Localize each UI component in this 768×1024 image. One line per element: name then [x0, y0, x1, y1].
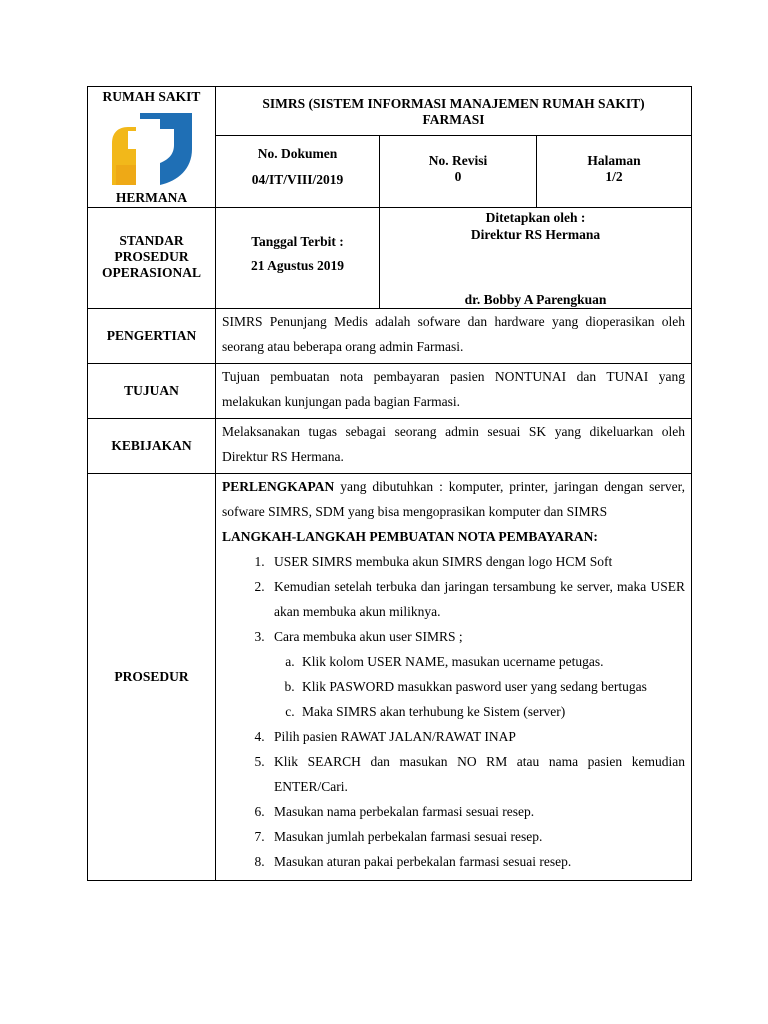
substep-item-b: b. Klik PASWORD masukkan pasword user yang sedang bertugas [298, 674, 685, 699]
document-number-cell [216, 135, 380, 207]
substep-item-a: a. Klik kolom USER NAME, masukan ucername petugas. [298, 649, 685, 674]
revision-value: 0 [454, 168, 462, 184]
step-item-3-text: Cara membuka akun user SIMRS ; [274, 629, 463, 644]
perlengkapan-heading: PERLENGKAPAN [222, 479, 335, 494]
prosedur-label: PROSEDUR [88, 474, 216, 881]
sop-label-line-1: STANDAR [119, 233, 184, 248]
title-line-2: FARMASI [422, 112, 485, 128]
substeps-list [274, 649, 685, 724]
prosedur-content [216, 474, 692, 881]
page-label: Halaman [587, 152, 641, 168]
sop-table [87, 86, 692, 881]
sop-label-line-3: OPERASIONAL [101, 265, 201, 281]
step-item-4: 4. Pilih pasien RAWAT JALAN/RAWAT INAP [268, 724, 685, 749]
document-number-value: 04/IT/VIII/2019 [251, 171, 344, 187]
step-item-6: 6. Masukan nama perbekalan farmasi sesuai resep. [268, 799, 685, 824]
issue-date-cell [216, 208, 380, 309]
approval-name: dr. Bobby A Parengkuan [464, 292, 607, 307]
issue-date-value: 21 Agustus 2019 [250, 258, 345, 273]
document-number-label: No. Dokumen [257, 145, 338, 161]
hospital-logo [108, 109, 194, 187]
title-line-1: SIMRS (SISTEM INFORMASI MANAJEMEN RUMAH SAKIT) [262, 96, 645, 111]
step-item-2: 2. Kemudian setelah terbuka dan jaringan tersambung ke server, maka USER akan membuka akun miliknya. [268, 574, 685, 624]
pengertian-label: PENGERTIAN [88, 309, 216, 364]
approval-title: Direktur RS Hermana [470, 227, 601, 242]
issue-date-label: Tanggal Terbit : [251, 234, 344, 249]
step-item-1: 1. USER SIMRS membuka akun SIMRS dengan logo HCM Soft [268, 549, 685, 574]
steps-list [222, 549, 685, 874]
substep-item-c: c. Maka SIMRS akan terhubung ke Sistem (server) [298, 699, 685, 724]
step-item-7: 7. Masukan jumlah perbekalan farmasi sesuai resep. [268, 824, 685, 849]
page-value: 1/2 [605, 168, 623, 184]
perlengkapan-paragraph [222, 474, 685, 524]
hospital-cell [88, 87, 216, 208]
revision-label: No. Revisi [428, 152, 488, 168]
step-item-8: 8. Masukan aturan pakai perbekalan farmasi sesuai resep. [268, 849, 685, 874]
approval-label: Ditetapkan oleh : [485, 210, 586, 225]
kebijakan-text: Melaksanakan tugas sebagai seorang admin sesuai SK yang dikeluarkan oleh Direktur RS Hermana. [216, 419, 692, 474]
steps-heading: LANGKAH-LANGKAH PEMBUATAN NOTA PEMBAYARAN: [222, 529, 598, 544]
step-item-3 [268, 624, 685, 724]
kebijakan-label: KEBIJAKAN [88, 419, 216, 474]
pengertian-text: SIMRS Penunjang Medis adalah sofware dan hardware yang dioperasikan oleh seorang atau beberapa orang admin Farmasi. [216, 309, 692, 364]
approval-cell [380, 208, 692, 309]
page-cell [537, 135, 692, 207]
hospital-name-bottom: HERMANA [115, 190, 188, 205]
revision-cell [380, 135, 537, 207]
hospital-name-top: RUMAH SAKIT [102, 89, 201, 104]
perlengkapan-text: yang dibutuhkan : komputer, printer, jaringan dengan server, sofware SIMRS, SDM yang bisa mengoprasikan komputer dan SIMRS [222, 479, 685, 519]
document-title [216, 87, 692, 136]
sop-label-cell [88, 208, 216, 309]
step-item-5: 5. Klik SEARCH dan masukan NO RM atau nama pasien kemudian ENTER/Cari. [268, 749, 685, 799]
tujuan-text: Tujuan pembuatan nota pembayaran pasien NONTUNAI dan TUNAI yang melakukan kunjungan pada bagian Farmasi. [216, 364, 692, 419]
tujuan-label: TUJUAN [88, 364, 216, 419]
sop-label-line-2: PROSEDUR [114, 249, 189, 265]
